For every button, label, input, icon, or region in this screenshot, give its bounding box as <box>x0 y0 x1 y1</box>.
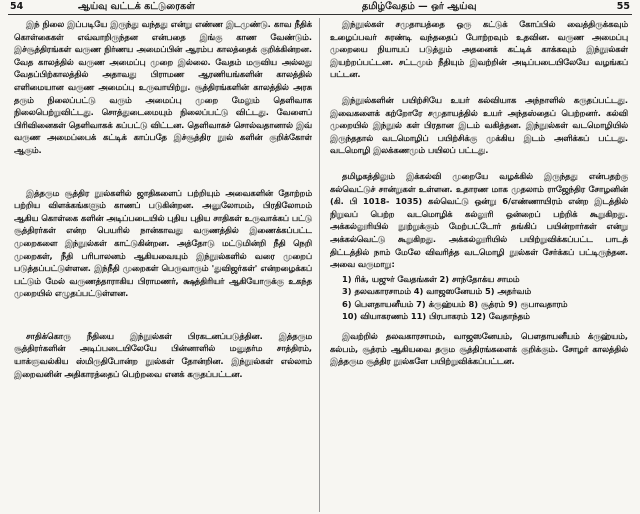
right-running-title: தமிழ்வேதம் — ஒர் ஆய்வு <box>362 1 477 12</box>
left-running-title: ஆய்வு வட்டக் கட்டுரைகள் <box>78 1 195 12</box>
right-closing-paragraph: இவற்றில் தலவகாரசாமம், வாஜஸனேயம், பௌதாயனீயம் க்ருஹ்யம், கல்பம், சூத்ரம் ஆகியவை தரும சூத்திரங்களைக் குறிக்கும். சோழர் காலத்தில் இத்தரும சூத்திர நூல்களே பயிற்றுவிக்கப்பட்டன. <box>330 331 628 367</box>
right-page-number: 55 <box>616 1 630 12</box>
list-item: 1) ரிக், யஜுர் வேதங்கள் 2) சாந்தோக்ய சாமம் <box>342 273 520 284</box>
list-item: 6) பௌதாயனீயம் 7) க்ருஹ்யம் 8) சூத்ரம் 9) ரூபாவதாரம் <box>342 298 568 309</box>
page-header <box>0 0 640 14</box>
header-rule <box>8 14 632 15</box>
left-page-number: 54 <box>10 1 24 12</box>
left-paragraph-2: இத்தரும சூத்திர நூல்களில் ஜாதிகளைப் பற்றியும் அவைகளின் தோற்றம் பற்றிய விளக்கங்களும் காணப் படுகின்றன. அனுலோமம், பிரதிலோமம் ஆகிய கொள்கை களின் அடிப்படையில் புதிய புதிய சாதிகள் உருவாக்கப் பட்டு சூத்திரர்கள் என்ற பெயரில் நான்காவது வருணத்தில் இணைக்கப்பட்ட முறைகளை இந்நூல்கள் காட்டுகின்றன. அத்தோடு மட்டுமின்றி நீதி நெறி முறைகள், நீதி பரிபாலனம் ஆகியவையும் இந்நூல்களில் வரை முறைப் படுத்தப்பட்டுள்ளன. இந்நீதி முறைகள் பெருவாரும் 'துவிஜர்கள்' என்றழைக்கப் பட்டும் மேல் வருணத்தாராகிய பிராமணர், க்ஷத்திரியர் ஆகியோருக்கு உகந்த முறையில் எழுதப்பட்டுள்ளன. <box>14 187 312 299</box>
list-item: 10) வியாகரணம் 11) பிரபாகரம் 12) வேதாந்தம் <box>342 311 530 322</box>
list-item: 3) தலவகாரசாமம் 4) வாஜஸனேயம் 5) அதர்வம் <box>342 286 531 297</box>
right-paragraph-1: இந்நூல்கள் சமுதாயத்தை ஒரு கட்டுக் கோப்பில் வைத்திருக்கவும் உழைப்பவர் சுரண்டி வந்ததைப் போற்றவும் உதவின. வருண அமைப்பு முறையை நியாயப் படுத்தும் அதனைக் கட்டிக் காக்கவும் இந்நூல்கள் இயற்றப்பட்டன. சட்டமும் நீதியும் இவற்றின் அடிப்படையிலேயே வழங்கப் பட்டன. <box>330 19 628 80</box>
right-paragraph-3: தமிழகத்திலும் இக்கல்வி முறையே வழக்கில் இருந்தது என்பதற்கு கல்வெட்டுச் சான்றுகள் உள்ளன. உதாரண மாக முதலாம் ராஜேந்திர சோழனின் (கி. பி 1018- 1035) கல்வெட்டு ஒன்று 6/எண்ணாயிரம் என்ற இடத்தில் நிறுவப் பெற்ற வடமொழிக் கல்லூரி ஒன்றைப் பற்றிக் கூறுகிறது. அக்கல்லூரியில் நூற்றுக்கும் மேற்பட்டோர் தங்கிப் பயின்றார்கள் என்று அக்கல்வெட்டு கூறுகிறது. அக்கல்லூரியில் பயிற்றுவிக்கப்பட்ட பாடத் திட்டத்தில் நாம் மேலே விவரித்த வடமொழி நூல்கள் சேர்க்கப் பட்டிருந்தன. அவை வருமாறு: <box>330 170 628 270</box>
left-paragraph-3: சாதிக்கொரு நீதியை இந்நூல்கள் பிரகடனப்படுத்தின. இத்தரும சூத்திரர்களின் அடிப்படையிலேயே பின்னாளில் மனுதர்ம சாத்திரம், யாக்ஞவல்கிய ஸ்மிருதிபோன்ற நூல்கள் தோன்றின. இந்நூல்கள் எல்லாம் இறைவனின் அதிகாரத்தைப் பெற்றவை எனக் கருதப்பட்டன. <box>14 330 312 379</box>
right-column <box>330 18 628 512</box>
left-column <box>14 18 312 512</box>
syllabus-list <box>330 273 628 323</box>
left-paragraph-1: இந் நிலை இப்படியே இருந்து வந்தது என்று எண்ண இடமுண்டு. காவ நீதிக் கொள்கைகள் எவ்வாறிருந்தன என்பதை இங்கு காண வேண்டும். இச்சூத்திரங்கள் வருண நிர்ணய அமைப்பின் ஆரம்ப காலத்தைக் குறிக்கின்றன. வேத காலத்தில் வருண அமைப்பு முறை இல்லை. வேதம் மருவிய அல்லது வேதப்பிற்காலத்தில் அதாவது பிராமண ஆரணியங்களின் காலத்தில் எளிமையான வருண அமைப்பு உருவாயிற்று. சூத்திரங்களின் காலத்தில் அரசு தரும் நிலைப்பட்டு வரும் அமைப்பு முறை மேலும் தெளிவாக நிலைபெற்றுவிட்டது. சொத்துடைமையும் நிலைப்பட்டு விட்டது. வேளைப் பிரிவினைகள் தெளிவாகக் கப்பட்டு விட்டன. தெளிவாகச் சொல்வதானால் இவ் வருண அமைப்பைக் கட்டிக் காப்பதே இச்சூத்திர நூல் களின் குறிக்கோள் ஆகும். <box>14 19 312 155</box>
column-divider <box>319 18 320 512</box>
right-paragraph-2: இந்நூல்களின் பயிற்சியே உயர் கல்வியாக அந்நாளில் கருதப்பட்டது. இவைகளைக் கற்றோரே சமுதாயத்தில் உயர் அந்தஸ்தைப் பெற்றனர். கல்வி முறையில் இந்நூல் கள் பிரதான இடம் வகித்தன. இந்நூல்கள் வடமொழியில் இருந்ததால் வடமொழிப் பயிற்சிக்கு முக்கிய இடம் அளிக்கப் பட்டது. வடமொழி இலக்கணமும் பயிலப் பட்டது. <box>330 94 628 156</box>
